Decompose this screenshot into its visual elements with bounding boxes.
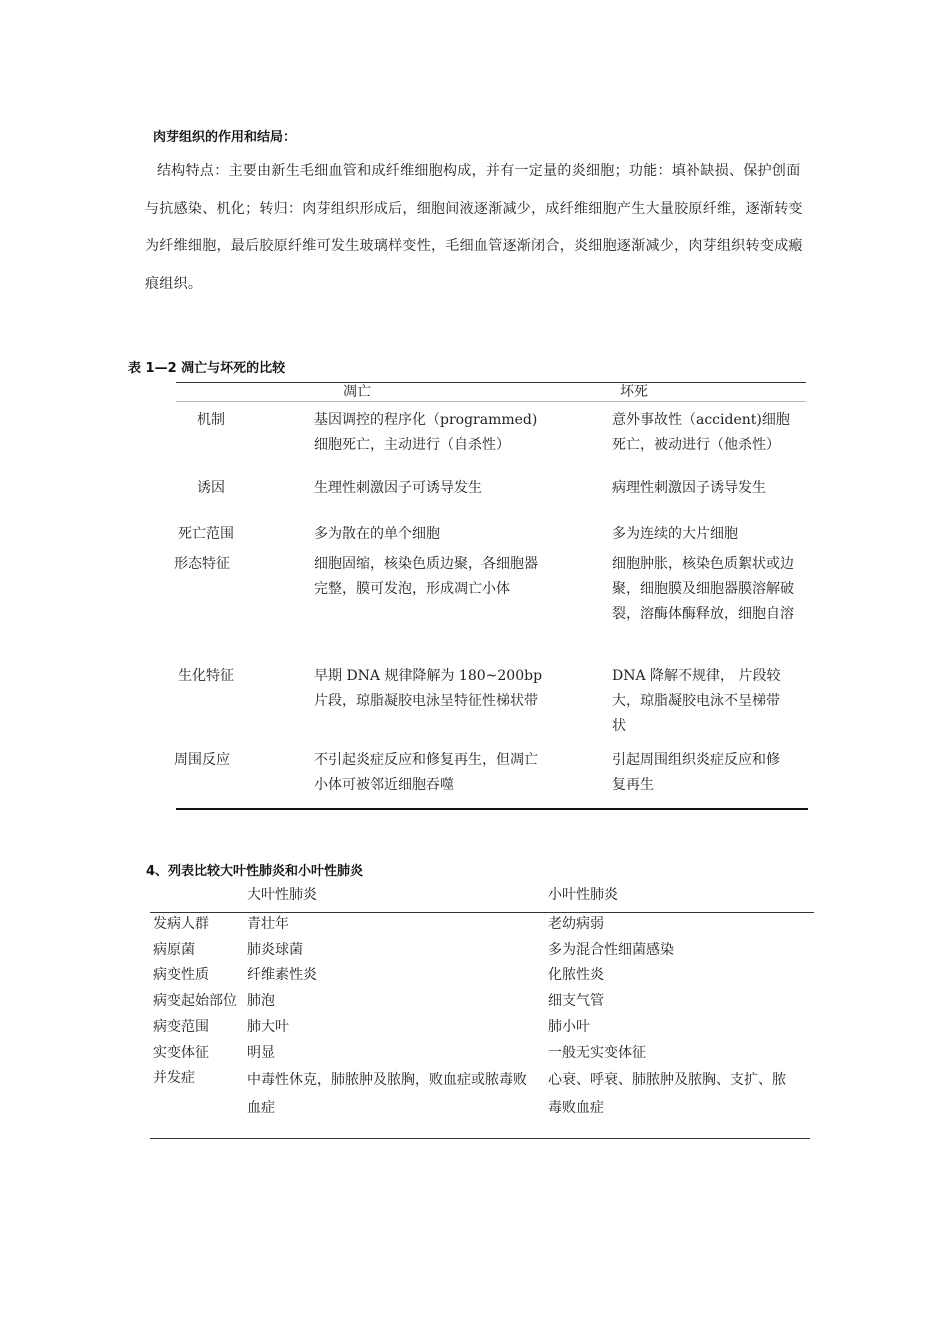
row-label: 死亡范围 [178,526,234,542]
table-title: 表 1—2 凋亡与坏死的比较 [128,361,286,376]
table-cell: 早期 DNA 规律降解为 180~200bp 片段，琼脂凝胶电泳呈特征性梯状带 [314,668,543,709]
table-cell: 纤维素性炎 [247,967,317,983]
table-cell: 细胞肿胀，核染色质絮状或边聚，细胞膜及细胞器膜溶解破裂，溶酶体酶释放，细胞自溶 [612,556,794,622]
table-cell: 多为连续的大片细胞 [612,526,738,542]
paragraph [145,153,810,303]
paragraph-text: 结构特点：主要由新生毛细血管和成纤维细胞构成，并有一定量的炎细胞；功能：填补缺损、保护创面与抗感染、机化；转归：肉芽组织形成后，细胞间液逐渐减少，成纤维细胞产生大量胶原纤维，逐渐转变为纤维细胞，最后胶原纤维可发生玻璃样变性，毛细血管逐渐闭合，炎细胞逐渐减少，肉芽组织转变成瘢痕组织。 [145,163,803,292]
table-title: 4、列表比较大叶性肺炎和小叶性肺炎 [146,864,364,879]
table-cell: 多为散在的单个细胞 [314,526,440,542]
table-cell: 老幼病弱 [548,916,604,932]
row-label: 病变性质 [153,967,209,983]
table-cell: DNA 降解不规律， 片段较大，琼脂凝胶电泳不呈梯带状 [612,668,781,734]
row-label: 并发症 [153,1070,195,1086]
row-label: 病变范围 [153,1019,209,1035]
table-cell: 基因调控的程序化（programmed)细胞死亡，主动进行（自杀性） [314,412,538,453]
table-cell: 细支气管 [548,993,604,1009]
table-cell: 病理性刺激因子诱导发生 [612,480,766,496]
table-header-rule [176,401,806,402]
row-label: 发病人群 [153,916,209,932]
table-cell: 肺大叶 [247,1019,289,1035]
table-cell: 细胞固缩，核染色质边聚，各细胞器完整，膜可发泡，形成凋亡小体 [314,556,538,597]
row-label: 病原菌 [153,942,195,958]
table-top-rule [176,382,806,383]
table-header: 凋亡 [343,384,371,400]
table-cell: 化脓性炎 [548,967,604,983]
table-bottom-rule [150,1138,810,1139]
row-label: 生化特征 [178,668,234,684]
row-label: 诱因 [197,480,225,496]
row-label: 机制 [197,412,225,428]
table-cell: 青壮年 [247,916,289,932]
table-cell: 不引起炎症反应和修复再生，但凋亡小体可被邻近细胞吞噬 [314,752,538,793]
table-cell: 多为混合性细菌感染 [548,942,674,958]
table-header: 大叶性肺炎 [247,887,317,903]
table-cell: 中毒性休克，肺脓肿及脓胸，败血症或脓毒败血症 [247,1072,527,1116]
table-cell: 肺小叶 [548,1019,590,1035]
table-cell: 心衰、呼衰、肺脓肿及脓胸、支扩、脓毒败血症 [548,1072,786,1116]
table-cell: 肺炎球菌 [247,942,303,958]
table-cell: 明显 [247,1045,275,1061]
row-label: 病变起始部位 [153,993,237,1009]
table-header: 坏死 [620,384,648,400]
table-cell: 引起周围组织炎症反应和修复再生 [612,752,780,793]
table-bottom-rule [176,808,808,810]
table-cell: 生理性刺激因子可诱导发生 [314,480,482,496]
row-label: 形态特征 [174,556,230,572]
row-label: 实变体征 [153,1045,209,1061]
section-heading: 肉芽组织的作用和结局： [153,130,297,145]
table-cell: 肺泡 [247,993,275,1009]
table-cell: 意外事故性（accident)细胞死亡，被动进行（他杀性） [612,412,790,453]
row-label: 周围反应 [174,752,230,768]
table-header: 小叶性肺炎 [548,887,618,903]
table-cell: 一般无实变体征 [548,1045,646,1061]
